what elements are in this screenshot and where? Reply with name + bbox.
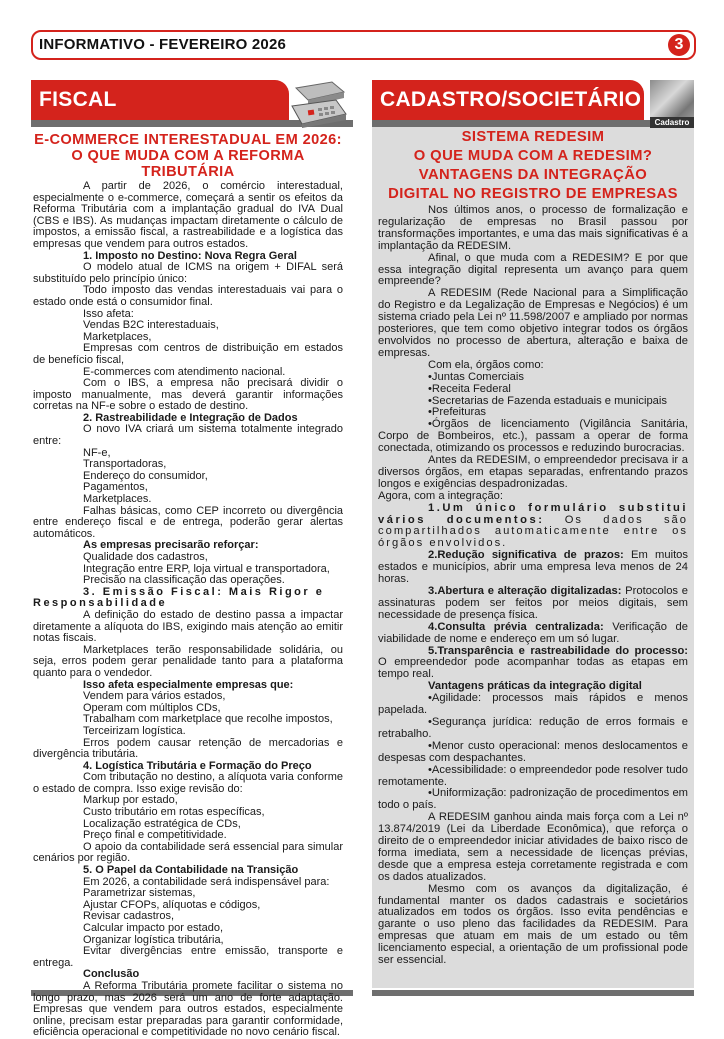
- list-item: Empresas com centros de distribuição em estados de benefício fiscal,: [33, 342, 343, 366]
- cadastro-p1: Nos últimos anos, o processo de formalização e regularização de empresas no Brasil passou por transformações importantes, e uma das mais significativas é a implantação da REDESIM.: [378, 204, 688, 252]
- list-item: Pagamentos,: [83, 481, 148, 494]
- fiscal-s1-lead: Isso afeta:: [83, 307, 134, 320]
- point-text: O empreendedor pode acompanhar todas as etapas em tempo real.: [378, 656, 688, 681]
- fiscal-article: [33, 132, 343, 1039]
- point-text: Verificação de viabilidade de nome e endereço em um só lugar.: [378, 620, 688, 645]
- list-item: •Menor custo operacional: menos deslocamentos e despesas com despachantes.: [378, 739, 688, 764]
- fiscal-s1-title: 1. Imposto no Destino: Nova Regra Geral: [83, 249, 297, 262]
- list-item: Operam com múltiplos CDs,: [83, 701, 221, 714]
- point-item: [378, 503, 688, 551]
- point-item: [378, 646, 688, 682]
- fiscal-s1-p3: Com o IBS, a empresa não precisará dividir o imposto manualmente, mas deverá garantir informações corretas na NF-e sobre o estado de destino.: [33, 377, 343, 413]
- fiscal-s4-p1: Com tributação no destino, a alíquota varia conforme o estado de compra. Isso exige revisão do:: [33, 771, 343, 795]
- list-item: Marketplaces.: [83, 493, 152, 506]
- list-item: Calcular impacto por estado,: [83, 922, 224, 934]
- list-item: Localização estratégica de CDs,: [83, 817, 241, 830]
- cadastro-lead: Com ela, órgãos como:: [428, 358, 544, 371]
- fiscal-s4-title: 4. Logística Tributária e Formação do Preço: [83, 759, 312, 772]
- list-item: Organizar logística tributária,: [83, 933, 224, 946]
- fiscal-s2-p1: O novo IVA criará um sistema totalmente integrado entre:: [33, 423, 343, 448]
- list-item: Endereço do consumidor,: [83, 469, 208, 482]
- headline-line: VANTAGENS DA INTEGRAÇÃO: [418, 167, 648, 183]
- newsletter-header: [31, 30, 696, 60]
- point-text: Os dados são compartilhados automaticamente entre os órgãos envolvidos.: [378, 513, 689, 550]
- page-number-badge: 3: [668, 34, 690, 56]
- list-item: •Agilidade: processos mais rápidos e menos papelada.: [378, 692, 688, 717]
- fiscal-s3-title: 3. Emissão Fiscal: Mais Rigor e Responsabilidade: [33, 585, 325, 610]
- fiscal-headline: E-COMMERCE INTERESTADUAL EM 2026: O QUE MUDA COM A REFORMA TRIBUTÁRIA: [34, 132, 342, 180]
- list-item: •Juntas Comerciais: [428, 370, 524, 383]
- newsletter-title: INFORMATIVO - FEVEREIRO 2026: [39, 36, 287, 53]
- list-item: Vendem para vários estados,: [83, 690, 226, 703]
- point-title: 1.Um único formulário substitui vários documentos:: [378, 501, 688, 526]
- point-text: Protocolos e assinaturas podem ser feitos por meios digitais, sem necessidade de presença física.: [378, 585, 688, 621]
- list-item: •Prefeituras: [428, 406, 487, 419]
- headline-line: SISTEMA REDESIM: [461, 129, 605, 145]
- point-title: 3.Abertura e alteração digitalizadas:: [428, 585, 622, 597]
- fiscal-s2-sub: As empresas precisarão reforçar:: [83, 539, 259, 552]
- cadastro-p5: Agora, com a integração:: [378, 489, 503, 502]
- list-item: Ajustar CFOPs, alíquotas e códigos,: [83, 898, 261, 911]
- fiscal-s3-p3: Erros podem causar retenção de mercadorias e divergência tributária.: [33, 736, 343, 761]
- list-item: •Segurança jurídica: redução de erros formais e retrabalho.: [378, 715, 688, 740]
- list-item: •Uniformização: padronização de procedimentos em todo o país.: [378, 787, 688, 812]
- section-header-cadastro: CADASTRO/SOCIETÁRIO: [372, 80, 644, 120]
- advantages-title: Vantagens práticas da integração digital: [428, 680, 642, 693]
- list-item: E-commerces com atendimento nacional.: [83, 365, 286, 378]
- list-item: Integração entre ERP, loja virtual e transportadora,: [83, 562, 330, 575]
- list-item: •Secretarias de Fazenda estaduais e municipais: [428, 394, 667, 407]
- list-item: Vendas B2C interestaduais,: [83, 319, 219, 332]
- list-item: NF-e,: [83, 446, 111, 459]
- fiscal-s5-p1: Evitar divergências entre emissão, transporte e entrega.: [33, 945, 343, 969]
- cadastro-photo-caption: Cadastro: [650, 117, 694, 128]
- fiscal-s4-p2: O apoio da contabilidade será essencial para simular cenários por região.: [33, 840, 343, 865]
- point-item: [378, 586, 688, 622]
- fiscal-s1-p1: O modelo atual de ICMS na origem + DIFAL será substituído pelo princípio único:: [33, 261, 343, 285]
- fiscal-s1-p2: Todo imposto das vendas interestaduais vai para o estado onde está o consumidor final.: [33, 284, 343, 308]
- point-title: 2.Redução significativa de prazos:: [428, 549, 624, 562]
- cadastro-article: [378, 128, 688, 967]
- fiscal-s3-sub: Isso afeta especialmente empresas que:: [83, 678, 294, 691]
- fiscal-intro: A partir de 2026, o comércio interestadual, especialmente o e-commerce, começará a sentir os efeitos da Reforma Tributária com a implantação gradual do IVA Dual (CBS e IBS). As mudanças impactam diretamente o cálculo de impostos, a emissão fiscal, a rastreabilidade e a logística das empresas que vendem para outros estados.: [33, 180, 343, 250]
- section-header-fiscal: FISCAL: [31, 80, 289, 120]
- list-item: Qualidade dos cadastros,: [83, 551, 208, 563]
- fiscal-s2-p2: Falhas básicas, como CEP incorreto ou divergência entre endereço fiscal e de entrega, poderão gerar alertas automáticos.: [33, 504, 343, 540]
- list-item: Preço final e competitividade.: [83, 829, 227, 842]
- point-title: 5.Transparência e rastreabilidade do processo:: [428, 644, 688, 657]
- list-item: Custo tributário em rotas específicas,: [83, 806, 265, 819]
- cadastro-p7: Mesmo com os avanços da digitalização, é fundamental manter os dados cadastrais e societários atualizados em todos os órgãos. Isso evita pendências e garante o uso pleno das facilidades da REDESIM. Para empresas que atuam em mais de um estado ou têm licenciamento especial, a orientação de um profissional pode ser essencial.: [378, 882, 688, 967]
- list-item: Revisar cadastros,: [83, 910, 175, 923]
- headline-line: O QUE MUDA COM A REDESIM?: [413, 148, 653, 164]
- cadastro-headline: [378, 128, 688, 204]
- cadastro-p4: Antes da REDESIM, o empreendedor precisava ir a diversos órgãos, em etapas separadas, enfrentando prazos longos e exigências despadronizadas.: [378, 454, 688, 490]
- fiscal-conclusion-text: A Reforma Tributária promete facilitar o sistema no longo prazo, mas 2026 será um ano de forte adaptação. Empresas que vendem para outros estados, especialmente online, precisam estar preparadas para garantir conformidade, eficiência operacional e competitividade no novo cenário fiscal.: [33, 979, 343, 1039]
- list-item: Precisão na classificação das operações.: [83, 574, 285, 587]
- point-title: 4.Consulta prévia centralizada:: [428, 620, 604, 633]
- list-item: Terceirizam logística.: [83, 724, 186, 737]
- list-item: Markup por estado,: [83, 794, 178, 807]
- fiscal-s5-lead: Em 2026, a contabilidade será indispensável para:: [83, 875, 330, 888]
- list-item: Marketplaces,: [83, 330, 152, 343]
- fiscal-s3-p1: A definição do estado de destino passa a impactar diretamente a alíquota do IBS, exigindo mais atenção ao emitir notas fiscais.: [33, 608, 343, 645]
- fiscal-s3-p2: Marketplaces terão responsabilidade solidária, ou seja, erros podem gerar penalidade tanto para a plataforma quanto para o vendedor.: [33, 643, 343, 679]
- cadastro-p6: A REDESIM ganhou ainda mais força com a Lei nº 13.874/2019 (Lei da Liberdade Econômica), que reforça o direito de o empreendedor iniciar atividades de baixo risco de forma imediata, sem a necessidade de licenças prévias, desde que a empresa esteja corretamente registrada e com os dados atualizados.: [378, 811, 688, 883]
- list-item: •Órgãos de licenciamento (Vigilância Sanitária, Corpo de Bombeiros, etc.), passam a operar de forma conectada, otimizando os processos e reduzindo burocracias.: [378, 418, 688, 455]
- cash-register-icon: [284, 80, 354, 128]
- list-item: •Receita Federal: [428, 382, 511, 395]
- footer-bar-cadastro: [372, 990, 694, 996]
- cadastro-photo: [650, 80, 694, 128]
- list-item: Trabalham com marketplace que recolhe impostos,: [83, 713, 333, 726]
- list-item: Parametrizar sistemas,: [83, 887, 196, 900]
- section-bar-cadastro: [372, 120, 650, 127]
- list-item: Transportadoras,: [83, 458, 167, 471]
- list-item: •Acessibilidade: o empreendedor pode resolver tudo remotamente.: [378, 763, 688, 788]
- point-text: Em muitos estados e municípios, abrir uma empresa leva menos de 24 horas.: [378, 549, 689, 586]
- cadastro-p3: A REDESIM (Rede Nacional para a Simplificação do Registro e da Legalização de Empresas e Negócios) é um sistema criado pela Lei nº 11.598/2007 e ampliado por normas posteriores, que tem como objetivo integrar todos os órgãos envolvidos no processo de abertura, alteração e baixa de empresas.: [378, 287, 688, 359]
- fiscal-s5-title: 5. O Papel da Contabilidade na Transição: [83, 864, 299, 877]
- cadastro-p2: Afinal, o que muda com a REDESIM? E por que essa integração digital representa um avanço para quem empreende?: [378, 251, 688, 288]
- point-item: [378, 550, 688, 586]
- point-item: [378, 622, 688, 646]
- fiscal-s2-title: 2. Rastreabilidade e Integração de Dados: [83, 411, 298, 424]
- fiscal-conclusion-title: Conclusão: [83, 968, 140, 981]
- headline-line: DIGITAL NO REGISTRO DE EMPRESAS: [388, 186, 678, 202]
